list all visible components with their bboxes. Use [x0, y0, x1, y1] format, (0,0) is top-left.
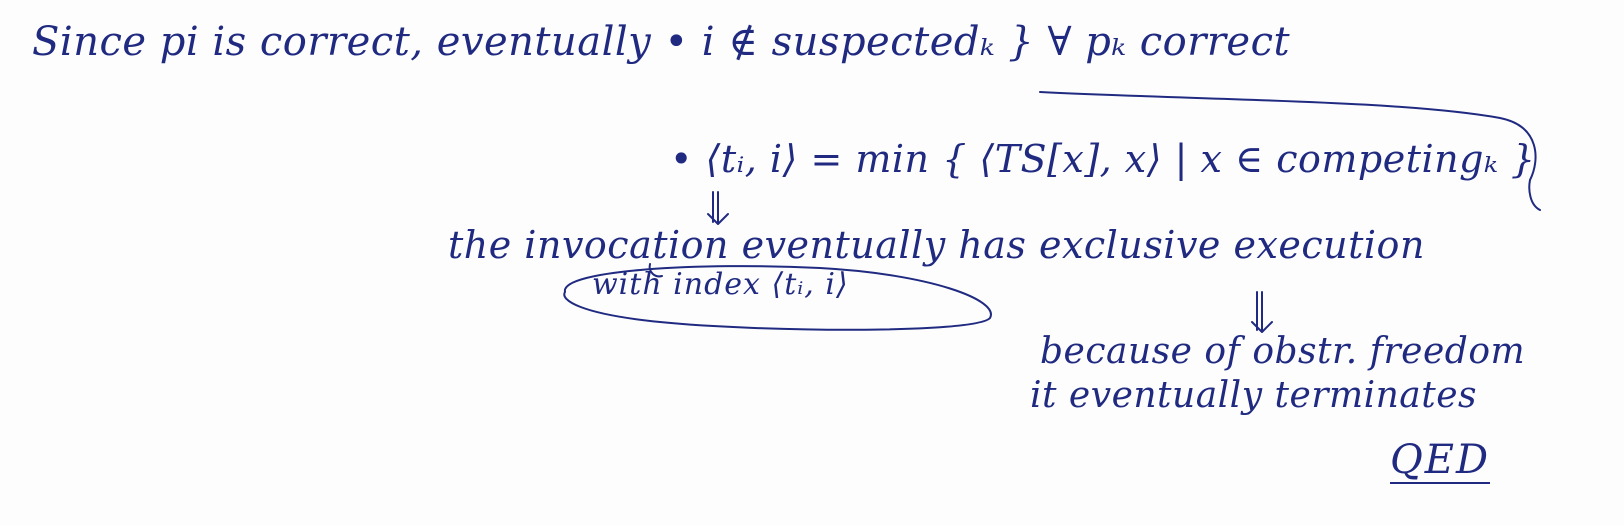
note-line-5: because of obstr. freedom [1040, 331, 1526, 372]
implies-arrow-1 [708, 192, 728, 224]
qed-mark: QED [1390, 437, 1491, 483]
note-line-1: Since pi is correct, eventually • i ∉ suspectedₖ } ∀ pₖ correct [32, 19, 1291, 65]
implies-arrow-2 [1252, 292, 1272, 332]
note-line-4: with index ⟨tᵢ, i⟩ [592, 267, 849, 302]
note-line-2: • ⟨tᵢ, i⟩ = min { ⟨TS[x], x⟩ | x ∈ competingₖ } [670, 137, 1536, 181]
note-line-6: it eventually terminates [1030, 375, 1478, 416]
note-line-3: the invocation eventually has exclusive execution [448, 223, 1425, 267]
